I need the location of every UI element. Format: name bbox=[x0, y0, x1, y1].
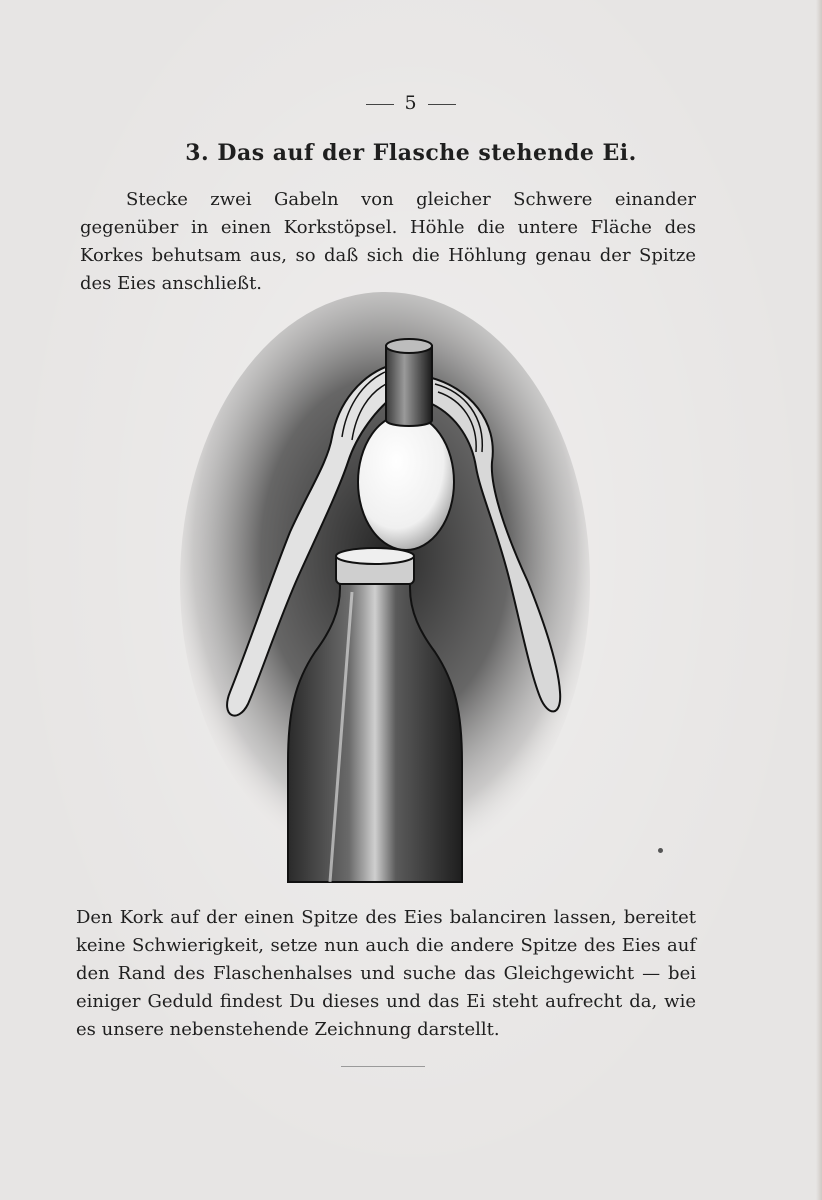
instructions-paragraph: Den Kork auf der einen Spitze des Eies balanciren lassen, bereitet keine Schwierigkeit, setze nun auch die andere Spitze des Eies auf den Rand des Flaschenhalses und suche das Gleichgewicht — bei einiger Geduld findest Du dieses und das Ei steht aufrecht da, wie es unsere nebenstehende Zeichnung darstellt. bbox=[76, 907, 696, 1040]
page-edge-shadow bbox=[816, 0, 822, 1200]
section-title: 3. Das auf der Flasche stehende Ei. bbox=[185, 140, 637, 166]
header-dash-right bbox=[428, 104, 456, 105]
page-number: 5 bbox=[404, 92, 418, 114]
egg bbox=[358, 414, 454, 550]
bottom-rule bbox=[341, 1066, 425, 1067]
egg-on-bottle-illustration bbox=[180, 292, 600, 892]
page-header bbox=[0, 92, 822, 114]
ink-speck bbox=[658, 848, 663, 853]
cork bbox=[386, 339, 432, 426]
header-dash-left bbox=[366, 104, 394, 105]
intro-paragraph: Stecke zwei Gabeln von gleicher Schwere einander gegenüber in einen Korkstöpsel. Höhle die untere Fläche des Korkes behutsam aus, so daß sich die Höhlung genau der Spitze des Eies anschließt. bbox=[80, 189, 696, 294]
